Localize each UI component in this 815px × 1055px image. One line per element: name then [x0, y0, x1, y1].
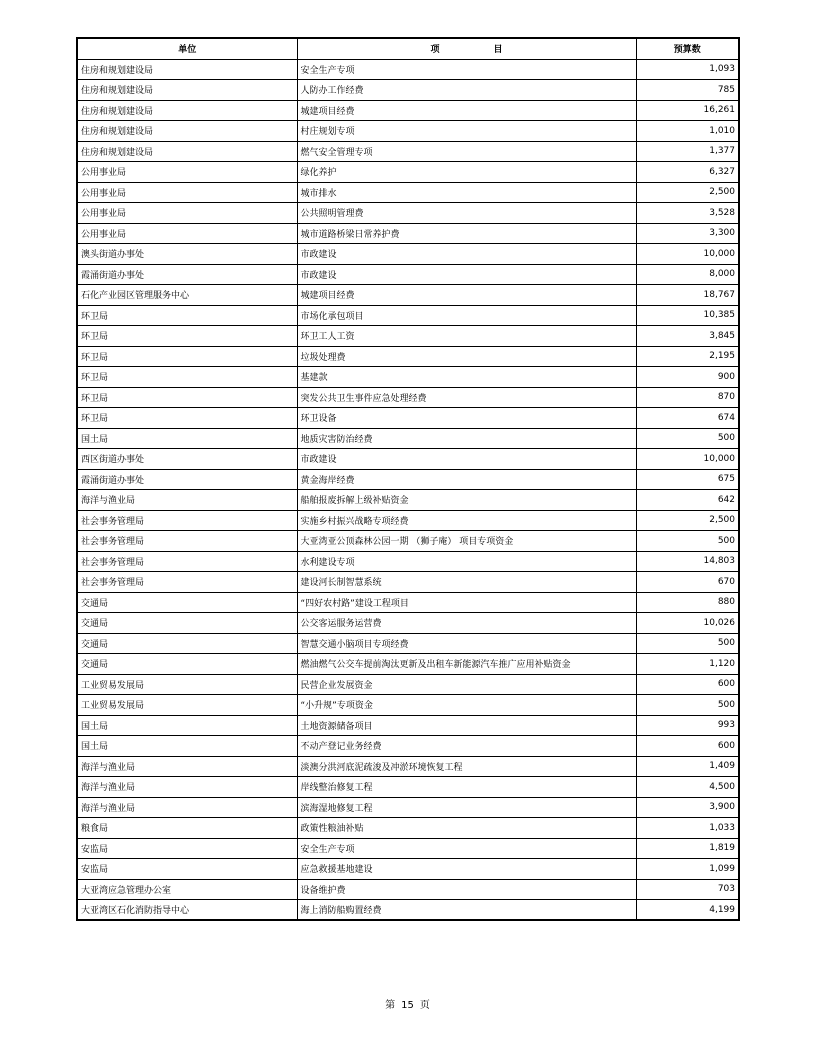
unit-cell: 安监局	[77, 859, 297, 880]
unit-cell: 住房和规划建设局	[77, 100, 297, 121]
unit-cell: 大亚湾区石化消防指导中心	[77, 900, 297, 921]
amount-cell: 4,199	[636, 900, 739, 921]
item-cell: 市场化承包项目	[297, 305, 636, 326]
item-cell: 城市道路桥梁日常养护费	[297, 223, 636, 244]
unit-cell: 交通局	[77, 654, 297, 675]
amount-cell: 500	[636, 428, 739, 449]
unit-cell: 大亚湾应急管理办公室	[77, 879, 297, 900]
amount-cell: 10,026	[636, 613, 739, 634]
amount-cell: 10,385	[636, 305, 739, 326]
unit-cell: 霞涌街道办事处	[77, 469, 297, 490]
table-row	[77, 100, 739, 121]
amount-cell: 674	[636, 408, 739, 429]
amount-cell: 2,195	[636, 346, 739, 367]
amount-cell: 1,120	[636, 654, 739, 675]
unit-cell: 公用事业局	[77, 182, 297, 203]
item-cell: 水利建设专项	[297, 551, 636, 572]
amount-cell: 703	[636, 879, 739, 900]
unit-cell: 海洋与渔业局	[77, 490, 297, 511]
item-cell: 地质灾害防治经费	[297, 428, 636, 449]
amount-cell: 600	[636, 736, 739, 757]
item-cell: 不动产登记业务经费	[297, 736, 636, 757]
page-number-suffix: 页	[419, 1000, 430, 1011]
table-row	[77, 736, 739, 757]
unit-cell: 国土局	[77, 736, 297, 757]
item-cell: 市政建设	[297, 244, 636, 265]
unit-cell: 海洋与渔业局	[77, 756, 297, 777]
unit-cell: 社会事务管理局	[77, 551, 297, 572]
table-row	[77, 264, 739, 285]
item-cell: 淡澳分洪河底泥疏浚及冲淤环境恢复工程	[297, 756, 636, 777]
table-row	[77, 756, 739, 777]
amount-cell: 4,500	[636, 777, 739, 798]
item-cell: 公共照明管理费	[297, 203, 636, 224]
unit-cell: 住房和规划建设局	[77, 80, 297, 101]
item-cell: 安全生产专项	[297, 838, 636, 859]
table-row	[77, 695, 739, 716]
table-row	[77, 510, 739, 531]
item-cell: 城建项目经费	[297, 285, 636, 306]
item-cell: 绿化养护	[297, 162, 636, 183]
amount-cell: 14,803	[636, 551, 739, 572]
unit-cell: 社会事务管理局	[77, 572, 297, 593]
amount-cell: 642	[636, 490, 739, 511]
table-row	[77, 551, 739, 572]
item-cell: 村庄规划专项	[297, 121, 636, 142]
table-row	[77, 305, 739, 326]
item-cell: 城市排水	[297, 182, 636, 203]
page-number: 15	[401, 1000, 414, 1011]
table-row	[77, 838, 739, 859]
amount-cell: 993	[636, 715, 739, 736]
table-row	[77, 203, 739, 224]
page-number-prefix: 第	[385, 1000, 396, 1011]
unit-cell: 社会事务管理局	[77, 531, 297, 552]
item-cell: 智慧交通小脑项目专项经费	[297, 633, 636, 654]
header-amount: 预算数	[636, 38, 739, 59]
item-cell: 土地资源储备项目	[297, 715, 636, 736]
unit-cell: 住房和规划建设局	[77, 59, 297, 80]
amount-cell: 18,767	[636, 285, 739, 306]
amount-cell: 10,000	[636, 449, 739, 470]
amount-cell: 1,033	[636, 818, 739, 839]
item-cell: 设备维护费	[297, 879, 636, 900]
table-row	[77, 715, 739, 736]
item-cell: 突发公共卫生事件应急处理经费	[297, 387, 636, 408]
amount-cell: 6,327	[636, 162, 739, 183]
header-item-part-1: 项	[430, 45, 440, 56]
unit-cell: 霞涌街道办事处	[77, 264, 297, 285]
item-cell: 垃圾处理费	[297, 346, 636, 367]
table-row	[77, 387, 739, 408]
table-row	[77, 654, 739, 675]
item-cell: 燃油燃气公交车提前淘汰更新及出租车新能源汽车推广应用补贴资金	[297, 654, 636, 675]
unit-cell: 环卫局	[77, 367, 297, 388]
item-cell: 黄金海岸经费	[297, 469, 636, 490]
item-cell: 环卫设备	[297, 408, 636, 429]
amount-cell: 900	[636, 367, 739, 388]
unit-cell: 安监局	[77, 838, 297, 859]
unit-cell: 工业贸易发展局	[77, 674, 297, 695]
unit-cell: 公用事业局	[77, 162, 297, 183]
amount-cell: 3,300	[636, 223, 739, 244]
unit-cell: 交通局	[77, 613, 297, 634]
table-row	[77, 613, 739, 634]
item-cell: “小升规”专项资金	[297, 695, 636, 716]
table-row	[77, 859, 739, 880]
amount-cell: 1,409	[636, 756, 739, 777]
unit-cell: 环卫局	[77, 305, 297, 326]
amount-cell: 500	[636, 531, 739, 552]
item-cell: 岸线整治修复工程	[297, 777, 636, 798]
table-row	[77, 777, 739, 798]
table-row	[77, 326, 739, 347]
item-cell: 实施乡村振兴战略专项经费	[297, 510, 636, 531]
table-row	[77, 674, 739, 695]
item-cell: 大亚湾亚公顶森林公园一期 （狮子庵） 项目专项资金	[297, 531, 636, 552]
item-cell: 应急救援基地建设	[297, 859, 636, 880]
amount-cell: 1,010	[636, 121, 739, 142]
amount-cell: 1,819	[636, 838, 739, 859]
unit-cell: 环卫局	[77, 408, 297, 429]
item-cell: 公交客运服务运营费	[297, 613, 636, 634]
item-cell: 滨海湿地修复工程	[297, 797, 636, 818]
item-cell: 安全生产专项	[297, 59, 636, 80]
table-row	[77, 162, 739, 183]
table-row	[77, 80, 739, 101]
table-row	[77, 346, 739, 367]
table-row	[77, 469, 739, 490]
amount-cell: 670	[636, 572, 739, 593]
unit-cell: 石化产业园区管理服务中心	[77, 285, 297, 306]
amount-cell: 2,500	[636, 510, 739, 531]
unit-cell: 交通局	[77, 633, 297, 654]
unit-cell: 澳头街道办事处	[77, 244, 297, 265]
amount-cell: 1,099	[636, 859, 739, 880]
table-row	[77, 572, 739, 593]
header-unit: 单位	[77, 38, 297, 59]
amount-cell: 600	[636, 674, 739, 695]
item-cell: 市政建设	[297, 264, 636, 285]
unit-cell: 工业贸易发展局	[77, 695, 297, 716]
table-row	[77, 59, 739, 80]
item-cell: 船舶报废拆解上级补贴资金	[297, 490, 636, 511]
item-cell: 政策性粮油补贴	[297, 818, 636, 839]
header-row	[77, 38, 739, 59]
unit-cell: 国土局	[77, 428, 297, 449]
item-cell: 建设河长制智慧系统	[297, 572, 636, 593]
amount-cell: 8,000	[636, 264, 739, 285]
amount-cell: 880	[636, 592, 739, 613]
amount-cell: 1,377	[636, 141, 739, 162]
table-row	[77, 367, 739, 388]
table-row	[77, 182, 739, 203]
table-header	[77, 38, 739, 59]
amount-cell: 785	[636, 80, 739, 101]
table-row	[77, 818, 739, 839]
item-cell: 海上消防船购置经费	[297, 900, 636, 921]
amount-cell: 3,900	[636, 797, 739, 818]
unit-cell: 住房和规划建设局	[77, 121, 297, 142]
table-row	[77, 592, 739, 613]
table-row	[77, 223, 739, 244]
amount-cell: 675	[636, 469, 739, 490]
header-item-part-2: 目	[493, 45, 503, 56]
item-cell: 人防办工作经费	[297, 80, 636, 101]
unit-cell: 国土局	[77, 715, 297, 736]
page-footer	[0, 996, 815, 1011]
amount-cell: 3,528	[636, 203, 739, 224]
unit-cell: 环卫局	[77, 346, 297, 367]
unit-cell: 公用事业局	[77, 203, 297, 224]
amount-cell: 2,500	[636, 182, 739, 203]
table-row	[77, 633, 739, 654]
unit-cell: 环卫局	[77, 326, 297, 347]
table-row	[77, 797, 739, 818]
unit-cell: 海洋与渔业局	[77, 777, 297, 798]
unit-cell: 环卫局	[77, 387, 297, 408]
table-row	[77, 285, 739, 306]
table-row	[77, 244, 739, 265]
item-cell: 市政建设	[297, 449, 636, 470]
amount-cell: 16,261	[636, 100, 739, 121]
table-row	[77, 121, 739, 142]
table-row	[77, 879, 739, 900]
table-row	[77, 428, 739, 449]
table-row	[77, 449, 739, 470]
unit-cell: 公用事业局	[77, 223, 297, 244]
unit-cell: 交通局	[77, 592, 297, 613]
table-row	[77, 141, 739, 162]
budget-table	[76, 37, 740, 921]
item-cell: 民营企业发展资金	[297, 674, 636, 695]
amount-cell: 500	[636, 695, 739, 716]
amount-cell: 3,845	[636, 326, 739, 347]
item-cell: 基建款	[297, 367, 636, 388]
item-cell: 城建项目经费	[297, 100, 636, 121]
table-row	[77, 531, 739, 552]
amount-cell: 500	[636, 633, 739, 654]
table-row	[77, 408, 739, 429]
table-body	[77, 59, 739, 920]
amount-cell: 1,093	[636, 59, 739, 80]
amount-cell: 10,000	[636, 244, 739, 265]
table-row	[77, 900, 739, 921]
unit-cell: 社会事务管理局	[77, 510, 297, 531]
amount-cell: 870	[636, 387, 739, 408]
unit-cell: 住房和规划建设局	[77, 141, 297, 162]
header-item	[297, 38, 636, 59]
item-cell: 环卫工人工资	[297, 326, 636, 347]
table-row	[77, 490, 739, 511]
unit-cell: 粮食局	[77, 818, 297, 839]
unit-cell: 海洋与渔业局	[77, 797, 297, 818]
item-cell: “四好农村路”建设工程项目	[297, 592, 636, 613]
unit-cell: 西区街道办事处	[77, 449, 297, 470]
item-cell: 燃气安全管理专项	[297, 141, 636, 162]
